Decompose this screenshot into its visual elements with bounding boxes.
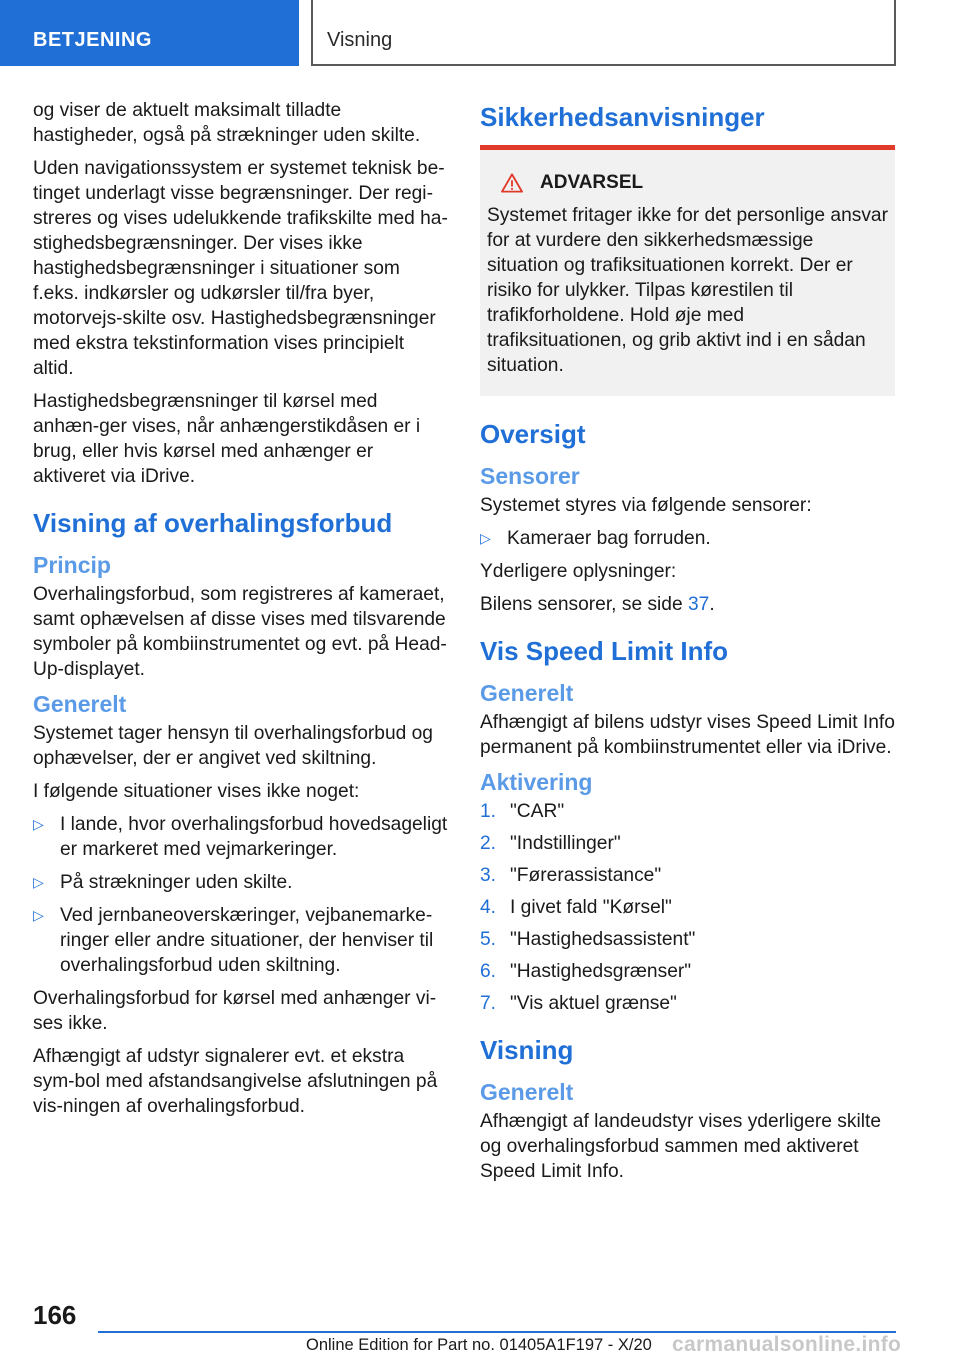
list-item: ▷ På strækninger uden skilte.	[33, 872, 293, 893]
list-item: ▷ Kameraer bag forruden.	[480, 528, 711, 549]
heading-visning: Visning	[480, 1035, 574, 1065]
page-number: 166	[33, 1300, 77, 1330]
subheading-aktivering: Aktivering	[480, 769, 593, 795]
paragraph: Hastighedsbegrænsninger til kørsel med anhæn-ger vises, når anhængerstikdåsen er i brug, eller hvis kørsel med anhænger er aktiveret via iDrive.	[33, 391, 421, 487]
paragraph: I følgende situationer vises ikke noget:	[33, 781, 360, 802]
paragraph: Overhalingsforbud for kørsel med anhænger vi-ses ikke.	[33, 988, 437, 1034]
page-header	[0, 0, 960, 66]
subheading-generelt: Generelt	[33, 691, 127, 717]
step-item: 5. "Hastighedsassistent"	[480, 929, 696, 950]
heading-speed-limit-info: Vis Speed Limit Info	[480, 636, 729, 666]
triangle-bullet-icon: ▷	[480, 530, 491, 546]
steps-list	[480, 799, 895, 1016]
list-item: ▷ I lande, hvor overhalingsforbud hovedsageligt er markeret med vejmarkeringer.	[33, 814, 448, 860]
triangle-bullet-icon: ▷	[33, 816, 44, 832]
edition-text: Online Edition for Part no. 01405A1F197 - X/20	[306, 1336, 652, 1354]
step-item: 6. "Hastighedsgrænser"	[480, 961, 692, 982]
paragraph: Afhængigt af bilens udstyr vises Speed Limit Info permanent på kombiinstrumentet eller via iDrive.	[480, 712, 895, 758]
paragraph-reference: Bilens sensorer, se side 37.	[480, 594, 715, 615]
subheading-generelt: Generelt	[480, 680, 574, 706]
subheading-generelt: Generelt	[480, 1079, 574, 1105]
heading-safety: Sikkerhedsanvisninger	[480, 102, 765, 132]
watermark-brand: carmanualsonline.info	[672, 1333, 902, 1356]
heading-oversigt: Oversigt	[480, 419, 586, 449]
list-item: ▷ Ved jernbaneoverskæringer, vejbanemarke-ringer eller andre situationer, der henviser til overhalingsforbud uden skiltning.	[33, 905, 434, 976]
triangle-bullet-icon: ▷	[33, 874, 44, 890]
paragraph: Uden navigationssystem er systemet teknisk be-tinget underlagt visse begrænsninger. Der regi-streres og vises udelukkende trafikskilte med ha-stighedsbegrænsninger. Der vises ikke hastighedsbegrænsninger i situationer som f.eks. indkørsler og udkørsler til/fra byer, motorvejs-skilte osv. Hastighedsbegrænsninger med ekstra tekstinformation vises principielt altid.	[33, 158, 448, 379]
paragraph: Yderligere oplysninger:	[480, 561, 677, 582]
step-item: 1. "CAR"	[480, 801, 565, 822]
paragraph: Afhængigt af udstyr signalerer evt. et ekstra sym-bol med afstandsangivelse afslutningen på vis-ningen af overhalingsforbud.	[33, 1046, 438, 1117]
step-item: 7. "Vis aktuel grænse"	[480, 993, 677, 1014]
subheading-sensorer: Sensorer	[480, 463, 580, 489]
paragraph: og viser de aktuelt maksimalt tilladte hastigheder, også på strækninger uden skilte.	[33, 100, 421, 146]
step-item: 4. I givet fald "Kørsel"	[480, 897, 672, 918]
right-column	[480, 98, 895, 1192]
topic-title: Visning	[311, 0, 896, 66]
bullet-list	[480, 526, 895, 551]
bullet-list	[33, 812, 448, 978]
warning-title: ADVARSEL	[540, 172, 644, 193]
subheading-princip: Princip	[33, 552, 111, 578]
warning-text: Systemet fritager ikke for det personlige ansvar for at vurdere den sikkerhedsmæssige situation og trafiksituationen korrekt. Der er risiko for ulykker. Tilpas kørestilen til trafikforholdene. Hold øje med trafiksituationen, og grib aktivt ind i en sådan situation.	[487, 205, 888, 376]
warning-box	[480, 145, 895, 396]
paragraph: Systemet styres via følgende sensorer:	[480, 495, 812, 516]
left-column	[33, 98, 448, 1127]
warning-header	[487, 170, 888, 195]
page-reference-link[interactable]: 37	[687, 594, 710, 615]
paragraph: Afhængigt af landeudstyr vises yderligere skilte og overhalingsforbud sammen med aktiveret Speed Limit Info.	[480, 1111, 882, 1182]
paragraph: Overhalingsforbud, som registreres af kameraet, samt ophævelsen af disse vises med tilsvarende symboler på kombiinstrumentet og evt. på Head-Up-displayet.	[33, 584, 447, 680]
step-item: 2. "Indstillinger"	[480, 833, 621, 854]
triangle-bullet-icon: ▷	[33, 907, 44, 923]
warning-triangle-icon	[501, 173, 523, 193]
heading-overtaking-display: Visning af overhalingsforbud	[33, 508, 393, 538]
section-tab: BETJENING	[0, 0, 299, 66]
paragraph: Systemet tager hensyn til overhalingsforbud og ophævelser, der er angivet ved skiltning.	[33, 723, 433, 769]
step-item: 3. "Førerassistance"	[480, 865, 662, 886]
